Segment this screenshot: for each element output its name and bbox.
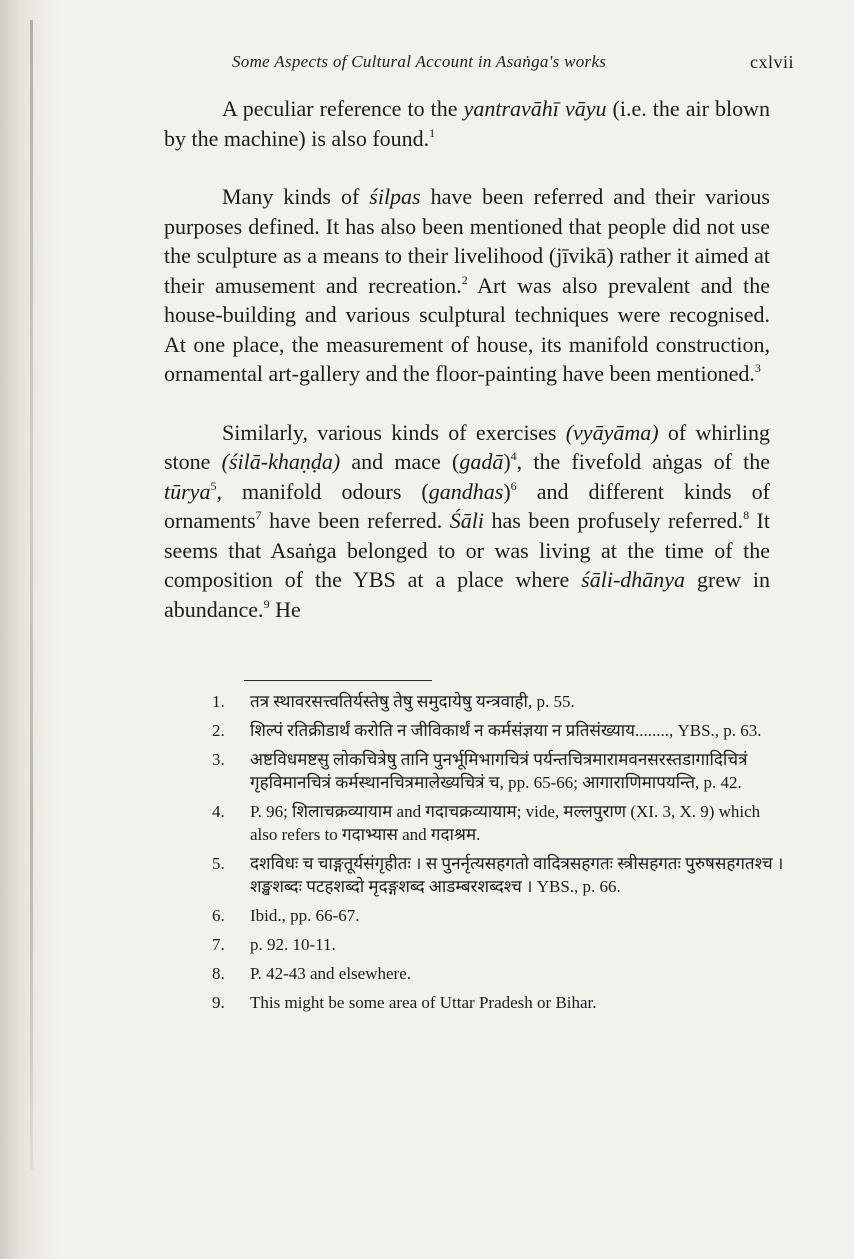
footnote-number: 4.: [212, 802, 225, 821]
footnote-number: 5.: [212, 854, 225, 873]
footnote-ref: 3: [754, 361, 761, 375]
footnote-number: 1.: [212, 692, 225, 711]
paragraph-exercises: Similarly, various kinds of exercises (vyāyāma) of whirling stone (śilā-khaṇḍa) and mace (gadā)$^4$, the fivefold aṅgas of the tūrya$^5$, manifold odours (gandhas)$^6$ and different kinds of ornaments$^7$ have been referred. Śāli has been profusely referred.$^8$ It seems that Asaṅga belonged to or was living at the time of the composition of the YBS at a place where śāli-dhānya grew in abundance.$^9$ He: [164, 419, 771, 622]
footnote-9: [212, 991, 786, 1014]
footnote-7: [212, 933, 786, 956]
footnote-ref: 1: [429, 125, 436, 140]
footnotes: [212, 690, 786, 1020]
footnote-number: 9.: [212, 993, 225, 1012]
footnote-3: [212, 748, 786, 794]
footnote-5: [212, 852, 786, 898]
footnote-ref: 9: [263, 596, 270, 611]
footnote-ref: 7: [255, 508, 262, 522]
footnote-2: [212, 719, 786, 742]
footnote-number: 6.: [212, 906, 225, 925]
footnote-text: तत्र स्थावरसत्त्वतिर्यस्तेषु तेषु समुदायेषु यन्त्रवाही, p. 55.: [250, 692, 575, 711]
footnote-ref: 4: [510, 449, 517, 463]
footnote-text: अष्टविधमष्टसु लोकचित्रेषु तानि पुनर्भूमिभागचित्रं पर्यन्तचित्रमारामवनसरस्तडागादिचित्रं गृहविमानचित्रं कर्मस्थानचित्रमालेख्यचित्रं च, pp. 65-66; आगाराणिमापयन्ति, p. 42.: [250, 750, 748, 792]
footnote-text: p. 92. 10-11.: [250, 935, 336, 954]
footnote-ref: 5: [210, 478, 217, 493]
footnote-ref: 6: [510, 478, 517, 493]
page-number: cxlvii: [750, 52, 794, 72]
main-text: [164, 94, 770, 624]
footnote-number: 2.: [212, 721, 225, 740]
footnote-separator: [244, 680, 432, 681]
footnote-text: शिल्पं रतिक्रीडार्थं करोति न जीविकार्थं न कर्मसंज्ञया न प्रतिसंख्याय........, YBS., p. 63.: [250, 721, 762, 740]
footnote-text: दशविधः च चाङ्गतूर्यसंगृहीतः । स पुनर्नृत्यसहगतो वादित्रसहगतः स्त्रीसहगतः पुरुषसहगतश्च । शङ्खशब्दः पटहशब्दो मृदङ्गशब्द आडम्बरशब्दश्च । YBS., p. 66.: [250, 854, 784, 896]
footnote-ref: 2: [461, 272, 468, 287]
footnote-number: 8.: [212, 964, 225, 983]
binding-crease: [30, 20, 33, 1170]
footnote-text: P. 42-43 and elsewhere.: [250, 964, 411, 983]
footnote-number: 3.: [212, 750, 225, 769]
page-header: [232, 52, 794, 78]
footnote-text: Ibid., pp. 66-67.: [250, 906, 360, 925]
paragraph-silpas: Many kinds of śilpas have been referred and their various purposes defined. It has also been mentioned that people did not use the sculpture as a means to their livelihood (jīvikā) rather it aimed at their amusement and recreation.$^2$ Art was also prevalent and the house-building and various sculptural techniques were recognised. At one place, the measurement of house, its manifold construction, ornamental art-gallery and the floor-painting have been mentioned.$^3$: [164, 184, 770, 386]
footnote-6: [212, 904, 786, 927]
footnote-8: [212, 962, 786, 985]
footnote-number: 7.: [212, 935, 225, 954]
paragraph-yantravahi: A peculiar reference to the yantravāhī vāyu (i.e. the air blown by the machine) is also found.$^1$: [164, 96, 770, 151]
footnote-1: [212, 690, 786, 713]
footnote-text: P. 96; शिलाचक्रव्यायाम and गदाचक्रव्यायाम; vide, मल्लपुराण (XI. 3, X. 9) which also refers to गदाभ्यास and गदाश्रम.: [250, 802, 761, 844]
footnote-text: This might be some area of Uttar Pradesh or Bihar.: [250, 993, 597, 1012]
running-head: Some Aspects of Cultural Account in Asaṅga's works: [232, 52, 607, 71]
footnote-ref: 8: [743, 508, 750, 522]
footnote-4: [212, 800, 786, 846]
